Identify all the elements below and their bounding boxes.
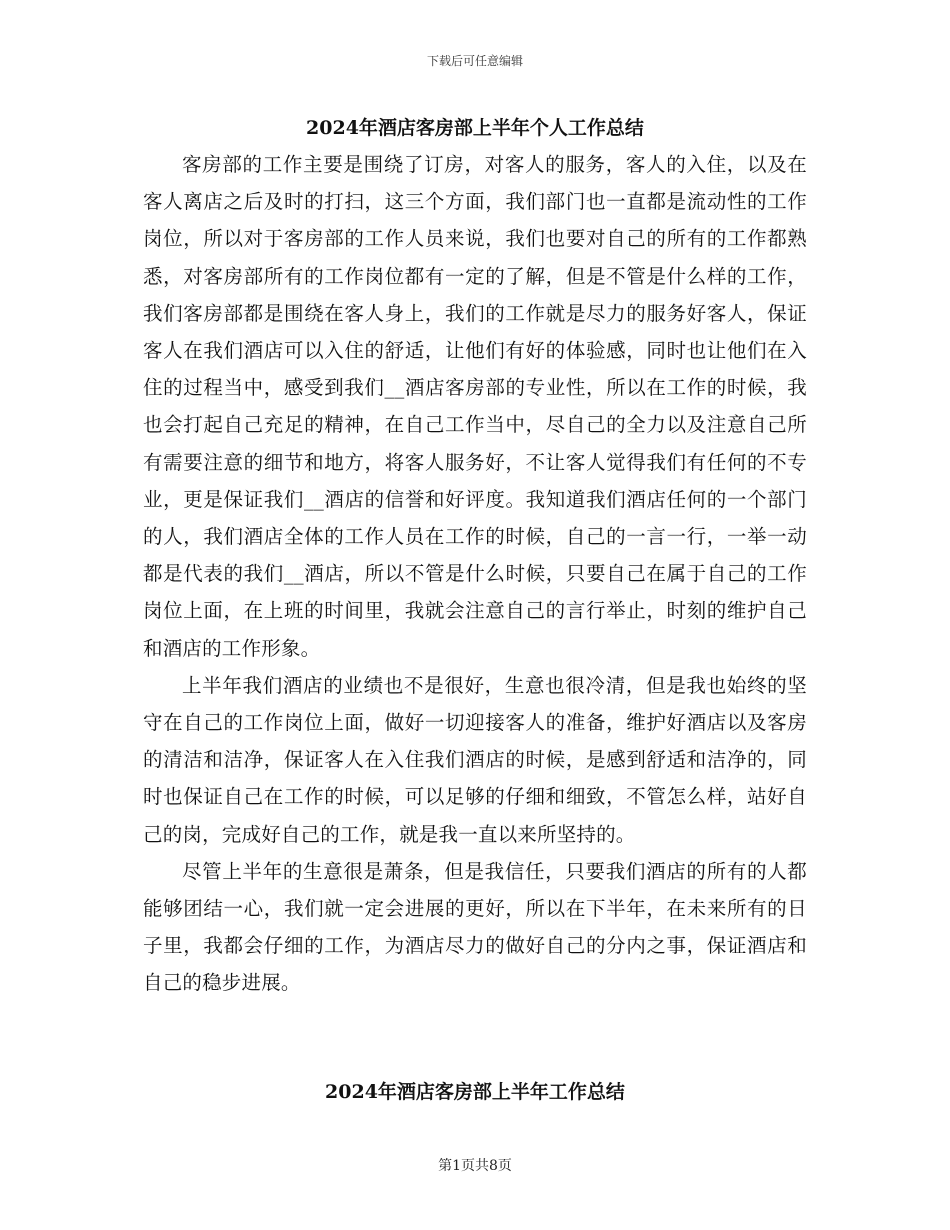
paragraph: 上半年我们酒店的业绩也不是很好，生意也很冷清，但是我也始终的坚守在自己的工作岗位上面，做好一切迎接客人的准备，维护好酒店以及客房的清洁和洁净，保证客人在入住我们酒店的时候，是感到舒适和洁净的，同时也保证自己在工作的时候，可以足够的仔细和细致，不管怎么样，站好自己的岗，完成好自己的工作，就是我一直以来所坚持的。 bbox=[143, 673, 807, 846]
paragraph: 尽管上半年的生意很是萧条，但是我信任，只要我们酒店的所有的人都能够团结一心，我们就一定会进展的更好，所以在下半年，在未来所有的日子里，我都会仔细的工作，为酒店尽力的做好自己的分内之事，保证酒店和自己的稳步进展。 bbox=[143, 859, 807, 995]
document-title: 2024年酒店客房部上半年个人工作总结 bbox=[306, 117, 644, 139]
page-number: 第1页共8页 bbox=[438, 1158, 512, 1174]
document-body bbox=[143, 146, 807, 1002]
header-note: 下载后可任意编辑 bbox=[426, 54, 523, 68]
paragraph: 客房部的工作主要是围绕了订房，对客人的服务，客人的入住，以及在客人离店之后及时的打扫，这三个方面，我们部门也一直都是流动性的工作岗位，所以对于客房部的工作人员来说，我们也要对自己的所有的工作都熟悉，对客房部所有的工作岗位都有一定的了解，但是不管是什么样的工作，我们客房部都是围绕在客人身上，我们的工作就是尽力的服务好客人，保证客人在我们酒店可以入住的舒适，让他们有好的体验感，同时也让他们在入住的过程当中，感受到我们__酒店客房部的专业性，所以在工作的时候，我也会打起自己充足的精神，在自己工作当中，尽自己的全力以及注意自己所有需要注意的细节和地方，将客人服务好，不让客人觉得我们有任何的不专业，更是保证我们__酒店的信誉和好评度。我知道我们酒店任何的一个部门的人，我们酒店全体的工作人员在工作的时候，自己的一言一行，一举一动都是代表的我们__酒店，所以不管是什么时候，只要自己在属于自己的工作岗位上面，在上班的时间里，我就会注意自己的言行举止，时刻的维护自己和酒店的工作形象。 bbox=[143, 153, 807, 660]
next-section-title: 2024年酒店客房部上半年工作总结 bbox=[325, 1081, 625, 1103]
